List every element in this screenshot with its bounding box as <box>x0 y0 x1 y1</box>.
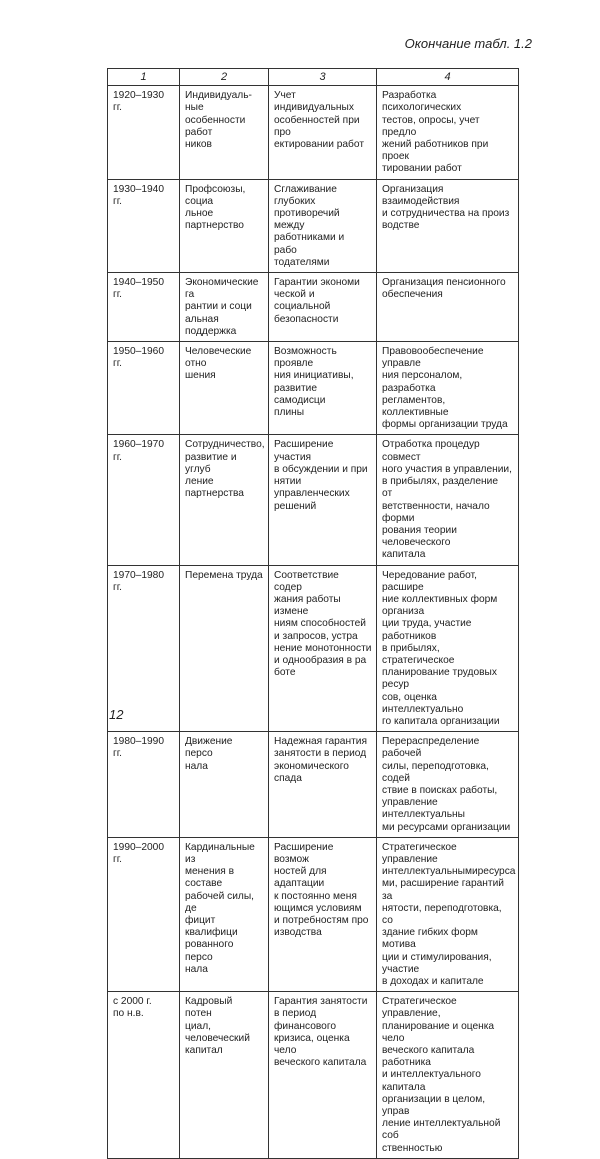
period-cell: 1950–1960 гг. <box>108 342 180 435</box>
table-row <box>108 837 519 991</box>
period-cell: 1970–1980 гг. <box>108 565 180 732</box>
goal-cell: Гарантия занятости в период финансового кризиса, оценка чело веческого капитала <box>269 992 377 1159</box>
period-cell: 1920–1930 гг. <box>108 86 180 179</box>
table-row <box>108 179 519 272</box>
factor-cell: Человеческие отно шения <box>180 342 269 435</box>
table-row <box>108 565 519 732</box>
factor-cell: Профсоюзы, социа льное партнерство <box>180 179 269 272</box>
period-cell: 1980–1990 гг. <box>108 732 180 838</box>
goal-cell: Надежная гарантия занятости в период экономического спада <box>269 732 377 838</box>
goal-cell: Расширение участия в обсуждении и при нятии управленческих решений <box>269 435 377 565</box>
table-row <box>108 273 519 342</box>
goal-cell: Гарантии экономи ческой и социальной безопасности <box>269 273 377 342</box>
period-cell: 1960–1970 гг. <box>108 435 180 565</box>
method-cell: Стратегическое управление интеллектуальнымиресурса ми, расширение гарантий за нятости, переподготовка, со здание гибких форм мотива ции и стимулирования, участие в доходах и капитале <box>377 837 519 991</box>
goal-cell: Расширение возмож ностей для адаптации к постоянно меня ющимся условиям и потребностям про изводства <box>269 837 377 991</box>
table-caption: Окончание табл. 1.2 <box>404 36 532 51</box>
goal-cell: Учет индивидуальных особенностей при про ектировании работ <box>269 86 377 179</box>
page-number: 12 <box>109 707 124 722</box>
table-row <box>108 342 519 435</box>
period-cell: с 2000 г. по н.в. <box>108 992 180 1159</box>
goal-cell: Сглаживание глубоких противоречий между работниками и рабо тодателями <box>269 179 377 272</box>
header-cell-3: 3 <box>269 69 377 86</box>
factor-cell: Кадровый потен циал, человеческий капитал <box>180 992 269 1159</box>
method-cell: Организация пенсионного обеспечения <box>377 273 519 342</box>
period-cell: 1990–2000 гг. <box>108 837 180 991</box>
table-row <box>108 732 519 838</box>
factor-cell: Сотрудничество, развитие и углуб ление партнерства <box>180 435 269 565</box>
table-row <box>108 435 519 565</box>
period-cell: 1940–1950 гг. <box>108 273 180 342</box>
table-row <box>108 992 519 1159</box>
table-row <box>108 86 519 179</box>
method-cell: Организация взаимодействия и сотрудничества на произ водстве <box>377 179 519 272</box>
history-table <box>107 68 519 1159</box>
header-row <box>108 69 519 86</box>
method-cell: Правовообеспечение управле ния персоналом, разработка регламентов, коллективные формы организации труда <box>377 342 519 435</box>
header-cell-4: 4 <box>377 69 519 86</box>
table-body <box>108 86 519 1159</box>
factor-cell: Перемена труда <box>180 565 269 732</box>
factor-cell: Индивидуальные особенности работ ников <box>180 86 269 179</box>
method-cell: Стратегическое управление, планирование и оценка чело веческого капитала работника и интеллектуального капитала организации в целом, управ ление интеллектуальной соб ственностью <box>377 992 519 1159</box>
method-cell: Чередование работ, расшире ние коллективных форм организа ции труда, участие работников в прибылях, стратегическое планирование трудовых ресур сов, оценка интеллектуально го капитала организации <box>377 565 519 732</box>
header-cell-2: 2 <box>180 69 269 86</box>
method-cell: Перераспределение рабочей силы, переподготовка, содей ствие в поисках работы, управление интеллектуальны ми ресурсами организации <box>377 732 519 838</box>
factor-cell: Кардинальные из менения в составе рабочей силы, де фицит квалифици рованного персо нала <box>180 837 269 991</box>
factor-cell: Экономические га рантии и соци альная поддержка <box>180 273 269 342</box>
method-cell: Отработка процедур совмест ного участия в управлении, в прибылях, разделение от ветственности, начало форми рования теории человеческого капитала <box>377 435 519 565</box>
goal-cell: Соответствие содер жания работы измене ниям способностей и запросов, устра нение монотонности и однообразия в ра боте <box>269 565 377 732</box>
method-cell: Разработка психологических тестов, опросы, учет предло жений работников при проек тировании работ <box>377 86 519 179</box>
period-cell: 1930–1940 гг. <box>108 179 180 272</box>
goal-cell: Возможность проявле ния инициативы, развитие самодисци плины <box>269 342 377 435</box>
factor-cell: Движение персо нала <box>180 732 269 838</box>
header-cell-1: 1 <box>108 69 180 86</box>
